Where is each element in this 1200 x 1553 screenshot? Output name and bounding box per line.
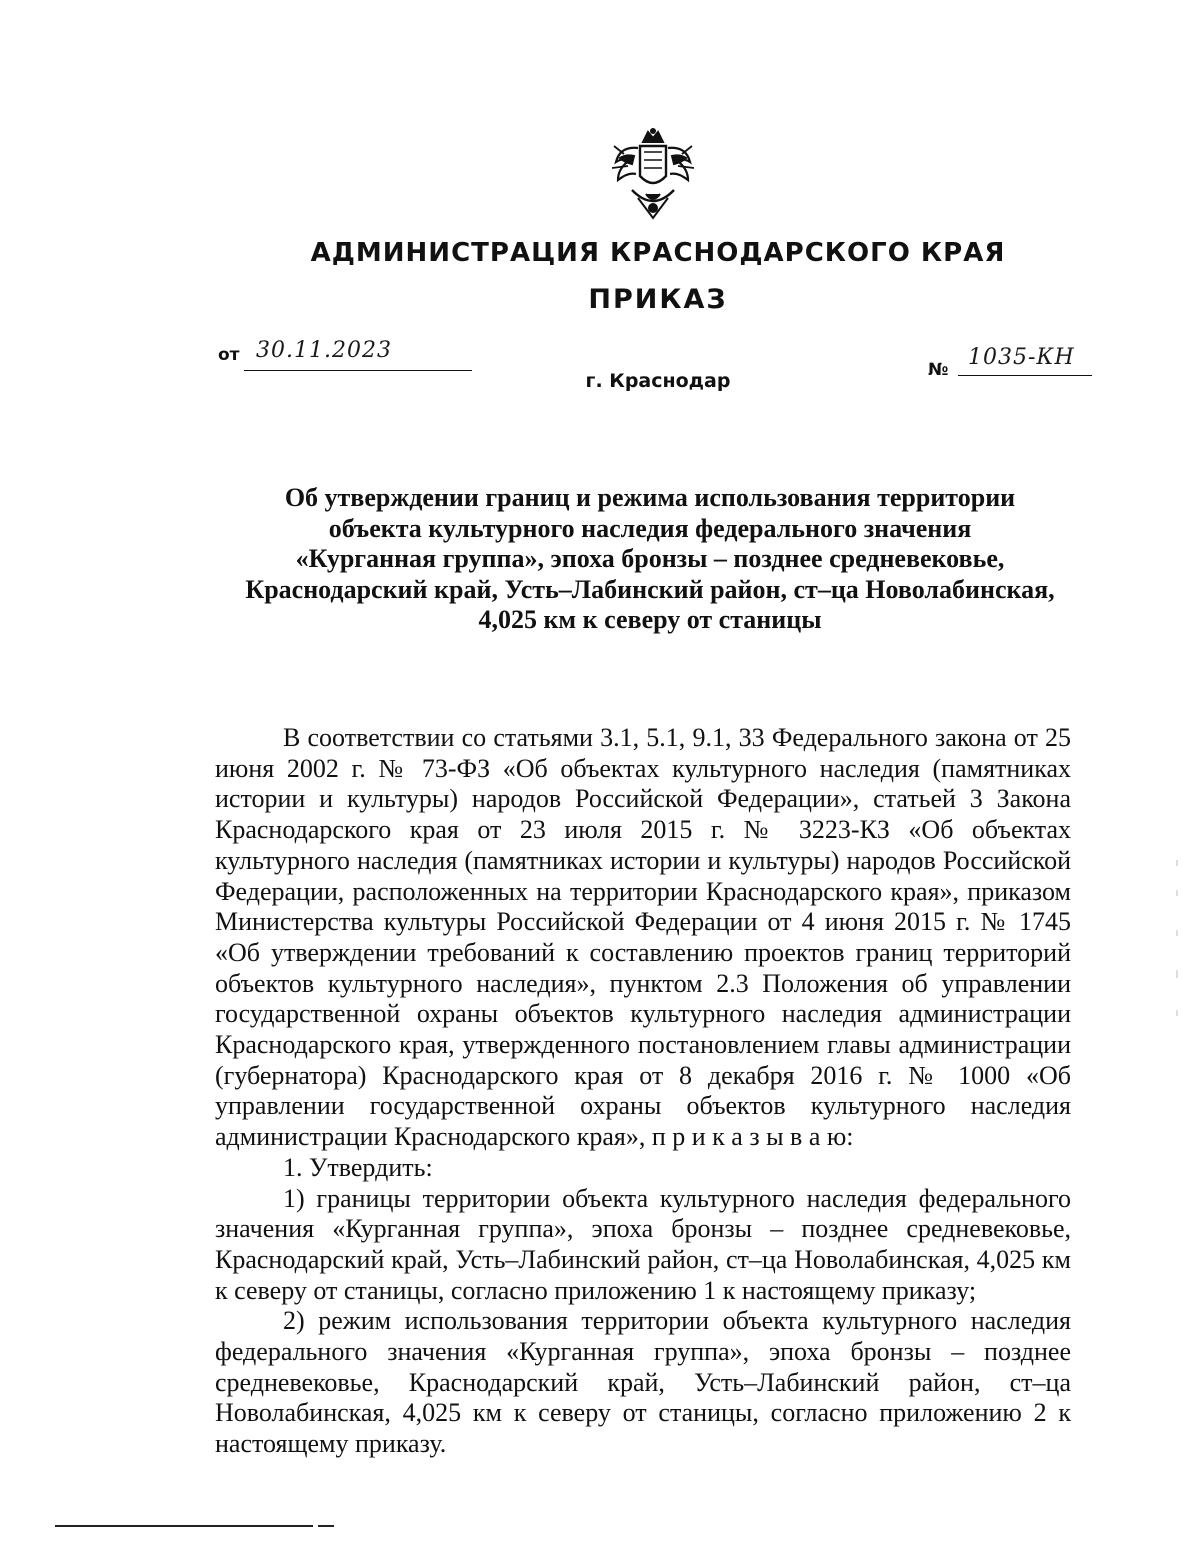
- order-item-1: 1. Утвердить:: [283, 1152, 433, 1182]
- date-label: от: [218, 345, 240, 365]
- document-body: [215, 723, 1071, 1460]
- footer-rule-segment: [318, 1525, 334, 1527]
- organization-title: АДМИНИСТРАЦИЯ КРАСНОДАРСКОГО КРАЯ: [310, 238, 1006, 268]
- subject-line: Об утверждении границ и режима использования территории: [284, 483, 1016, 512]
- subject-line: объекта культурного наследия федерального значения: [328, 513, 972, 543]
- number-label: №: [928, 360, 949, 380]
- coat-of-arms-icon: [608, 128, 698, 220]
- city-label: г. Краснодар: [585, 370, 731, 392]
- document-subject: [200, 483, 1100, 636]
- footer-rule: [55, 1525, 313, 1527]
- number-value: 1035-КН: [968, 345, 1075, 370]
- document-type-title: ПРИКАЗ: [588, 284, 728, 315]
- subject-line: «Курганная группа», эпоха бронзы – позднее средневековье,: [295, 544, 1005, 573]
- order-item-1-1: 1) границы территории объекта культурного наследия федерального значения «Курганная группа», эпоха бронзы – позднее средневековье, Краснодарский край, Усть–Лабинский район, ст–ца Новолабинская, 4,025 км к северу от станицы, согласно приложению 1 к настоящему приказу;: [215, 1183, 1071, 1305]
- date-value: 30.11.2023: [256, 338, 392, 363]
- preamble-paragraph: В соответствии со статьями 3.1, 5.1, 9.1, 33 Федерального закона от 25 июня 2002 г. № 73-ФЗ «Об объектах культурного наследия (памятниках истории и культуры) народов Российской Федерации», статьей 3 Закона Краснодарского края от 23 июля 2015 г. № 3223-КЗ «Об объектах культурного наследия (памятниках истории и культуры) народов Российской Федерации, расположенных на территории Краснодарского края», приказом Министерства культуры Российской Федерации от 4 июня 2015 г. № 1745 «Об утверждении требований к составлению проектов границ территорий объектов культурного наследия», пунктом 2.3 Положения об управлении государственной охраны объектов культурного наследия администрации Краснодарского края, утвержденного постановлением главы администрации (губернатора) Краснодарского края от 8 декабря 2016 г. № 1000 «Об управлении государственной охраны объектов культурного наследия администрации Краснодарского края», п р и к а з ы в а ю:: [215, 723, 1071, 1152]
- order-item-1-2: 2) режим использования территории объекта культурного наследия федерального значения «Курганная группа», эпоха бронзы – позднее средневековье, Краснодарский край, Усть–Лабинский район, ст–ца Новолабинская, 4,025 км к северу от станицы, согласно приложению 2 к настоящему приказу.: [215, 1306, 1071, 1459]
- scan-margin-marks: [1176, 860, 1178, 1040]
- subject-line: 4,025 км к северу от станицы: [478, 605, 822, 634]
- subject-line: Краснодарский край, Усть–Лабинский район, ст–ца Новолабинская,: [245, 574, 1055, 604]
